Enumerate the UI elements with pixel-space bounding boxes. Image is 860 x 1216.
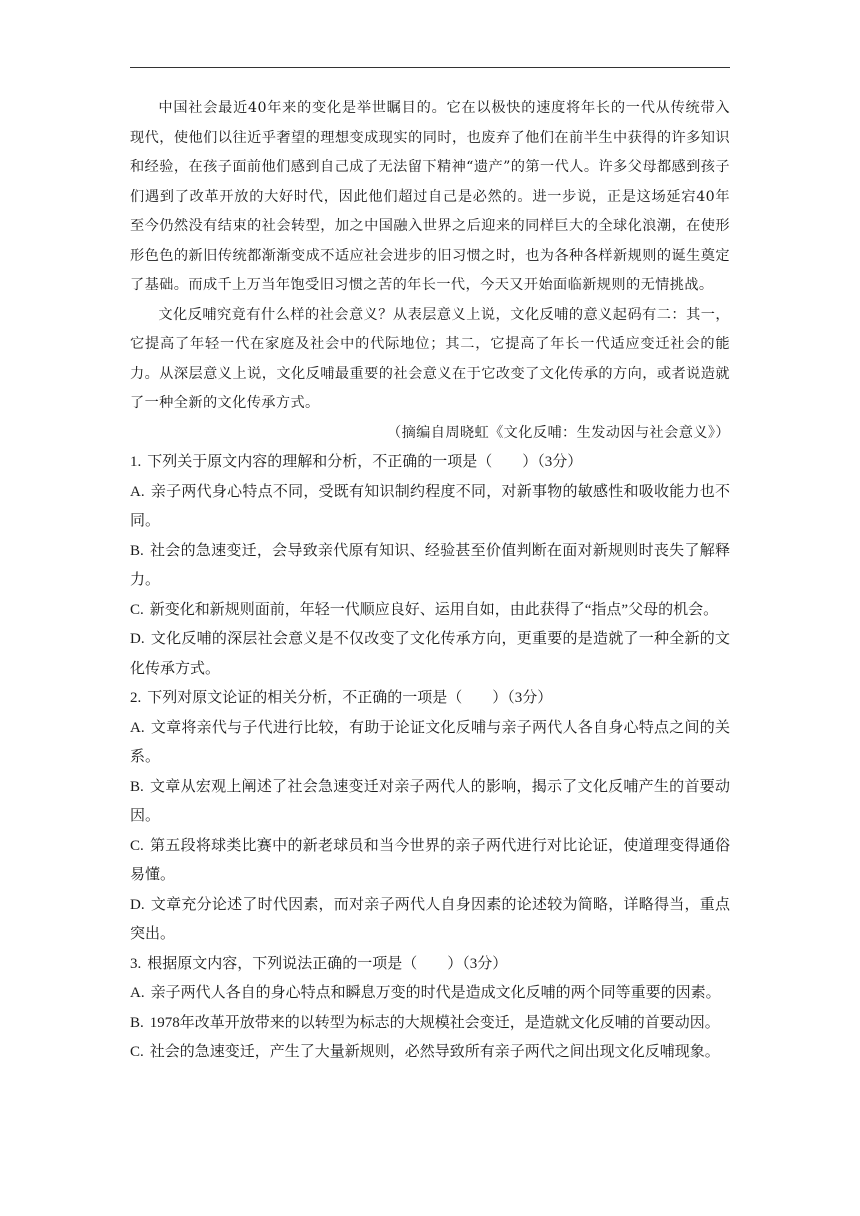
question-number: 2. [130, 690, 142, 706]
option-d [130, 625, 730, 684]
question-stem [130, 950, 730, 980]
option-text: 新变化和新规则面前，年轻一代顺应良好、运用自如，由此获得了“指点”父母的机会。 [149, 601, 719, 618]
question-number: 3. [130, 955, 142, 972]
option-letter: C. [130, 1044, 144, 1060]
article-source: （摘编自周晓虹《文化反哺：生发动因与社会意义》） [386, 424, 730, 441]
option-letter: A. [130, 985, 145, 1001]
article-paragraph-2: 文化反哺究竟有什么样的社会意义？从表层意义上说，文化反哺的意义起码有二：其一，它提高了年轻一代在家庭及社会中的代际地位；其二，它提高了年长一代适应变迁社会的能力。从深层意义上说，文化反哺最重要的社会意义在于它改变了文化传承的方向，或者说造就了一种全新的文化传承方式。 [130, 306, 730, 411]
option-letter: D. [130, 896, 145, 913]
option-a [130, 478, 730, 537]
question-2 [130, 684, 730, 950]
question-3 [130, 950, 730, 1068]
question-1 [130, 448, 730, 684]
option-text: 1978年改革开放带来的以转型为标志的大规模社会变迁，是造就文化反哺的首要动因。 [149, 1014, 720, 1031]
option-c [130, 832, 730, 891]
option-letter: B. [130, 1014, 144, 1031]
option-letter: C. [130, 601, 144, 618]
article-paragraph-1: 中国社会最近40年来的变化是举世瞩目的。它在以极快的速度将年长的一代从传统带入现代，使他们以往近乎奢望的理想变成现实的同时，也废弃了他们在前半生中获得的许多知识和经验，在孩子面前他们感到自己成了无法留下精神“遗产”的第一代人。许多父母都感到孩子们遇到了改革开放的大好时代，因此他们超过自己是必然的。进一步说，正是这场延宕40年至今仍然没有结束的社会转型，加之中国融入世界之后迎来的同样巨大的全球化浪潮，在使形形色色的新旧传统都渐渐变成不适应社会进步的旧习惯之时，也为各种各样新规则的诞生奠定了基础。而成千上万当年饱受旧习惯之苦的年长一代，今天又开始面临新规则的无情挑战。 [130, 100, 730, 293]
option-text: 第五段将球类比赛中的新老球员和当今世界的亲子两代进行对比论证，使道理变得通俗易懂。 [130, 837, 730, 883]
question-stem [130, 448, 730, 478]
option-b [130, 773, 730, 832]
option-text: 文章充分论述了时代因素，而对亲子两代人自身因素的论述较为简略，详略得当，重点突出。 [130, 896, 730, 942]
question-stem [130, 684, 730, 714]
option-d [130, 891, 730, 950]
option-letter: B. [130, 542, 144, 559]
option-letter: A. [130, 719, 145, 736]
option-text: 社会的急速变迁，产生了大量新规则，必然导致所有亲子两代之间出现文化反哺现象。 [149, 1044, 720, 1060]
option-a [130, 714, 730, 773]
option-b [130, 537, 730, 596]
option-c [130, 1038, 730, 1068]
option-text: 文章从宏观上阐述了社会急速变迁对亲子两代人的影响，揭示了文化反哺产生的首要动因。 [130, 778, 730, 824]
option-text: 亲子两代人各自的身心特点和瞬息万变的时代是造成文化反哺的两个同等重要的因素。 [150, 985, 721, 1001]
option-letter: A. [130, 483, 145, 500]
option-b [130, 1009, 730, 1039]
option-a [130, 979, 730, 1009]
document-content [130, 94, 730, 1068]
question-text: 根据原文内容，下列说法正确的一项是（ ）（3分） [147, 955, 508, 972]
option-c [130, 596, 730, 626]
option-letter: C. [130, 837, 144, 854]
question-text: 下列对原文论证的相关分析，不正确的一项是（ ）（3分） [147, 690, 553, 706]
option-text: 社会的急速变迁，会导致亲代原有知识、经验甚至价值判断在面对新规则时丧失了解释力。 [130, 542, 730, 588]
option-letter: D. [130, 631, 145, 647]
option-text: 亲子两代身心特点不同，受既有知识制约程度不同，对新事物的敏感性和吸收能力也不同。 [130, 483, 730, 529]
question-number: 1. [130, 454, 142, 470]
option-letter: B. [130, 778, 144, 795]
header-rule [130, 67, 730, 68]
option-text: 文章将亲代与子代进行比较，有助于论证文化反哺与亲子两代人各自身心特点之间的关系。 [130, 719, 730, 765]
question-text: 下列关于原文内容的理解和分析，不正确的一项是（ ）（3分） [147, 454, 583, 470]
option-text: 文化反哺的深层社会意义是不仅改变了文化传承方向，更重要的是造就了一种全新的文化传承方式。 [130, 631, 730, 677]
